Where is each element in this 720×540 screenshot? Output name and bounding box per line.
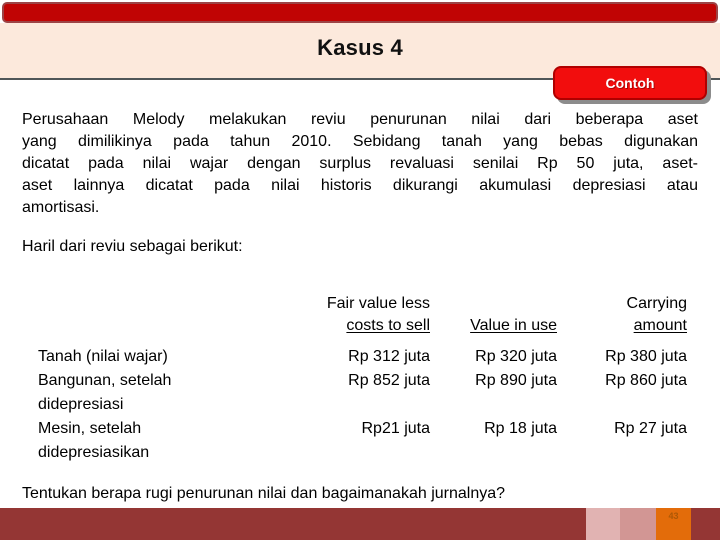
top-accent-bar [2,2,718,23]
value-cell: Rp 27 juta [614,420,687,437]
question-text: Tentukan berapa rugi penurunan nilai dan bagaimanakah jurnalnya? [22,485,506,502]
impairment-table [38,293,687,465]
asset-label: Mesin, setelah didepresiasikan [38,420,150,461]
asset-row-bangunan [38,369,687,417]
asset-label: Tanah (nilai wajar) [38,348,168,365]
value-cell: Rp 860 juta [605,372,687,389]
slide-number: 43 [668,511,679,521]
asset-row-tanah [38,345,687,369]
paragraph-line: Perusahaan Melody melakukan reviu penurunan nilai dari beberapa aset [22,111,698,128]
footer-square-rose [620,508,656,540]
value-cell: Rp 380 juta [605,348,687,365]
col-header-value-in-use: Value in use [470,317,557,334]
case-description [22,109,698,219]
value-cell: Rp 18 juta [484,420,557,437]
contoh-badge [553,66,707,100]
results-intro-text: Haril dari reviu sebagai berikut: [22,238,243,255]
value-cell: Rp 890 juta [475,372,557,389]
table-header-row [38,293,687,337]
footer-square-pink [586,508,620,540]
footer-square-orange [656,508,691,540]
header-empty-cell [38,293,238,337]
page-title: Kasus 4 [317,34,403,60]
contoh-badge-label: Contoh [605,75,655,91]
asset-label: Bangunan, setelah didepresiasi [38,372,172,413]
paragraph-line: yang dimilikinya pada tahun 2010. Sebidang tanah yang bebas digunakan [22,133,698,150]
paragraph-line: amortisasi. [22,199,100,216]
col-header-carrying-amount: Carrying amount [626,295,687,334]
value-cell: Rp 852 juta [348,372,430,389]
asset-row-mesin [38,417,687,465]
value-cell: Rp 312 juta [348,348,430,365]
value-cell: Rp 320 juta [475,348,557,365]
paragraph-line: dicatat pada nilai wajar dengan surplus revaluasi senilai Rp 50 juta, aset- [22,155,698,172]
value-cell: Rp21 juta [361,420,430,437]
footer-bar [0,508,720,540]
col-header-fair-value: Fair value less costs to sell [326,295,430,334]
paragraph-line: aset lainnya dicatat pada nilai historis dikurangi akumulasi depresiasi atau [22,177,698,194]
